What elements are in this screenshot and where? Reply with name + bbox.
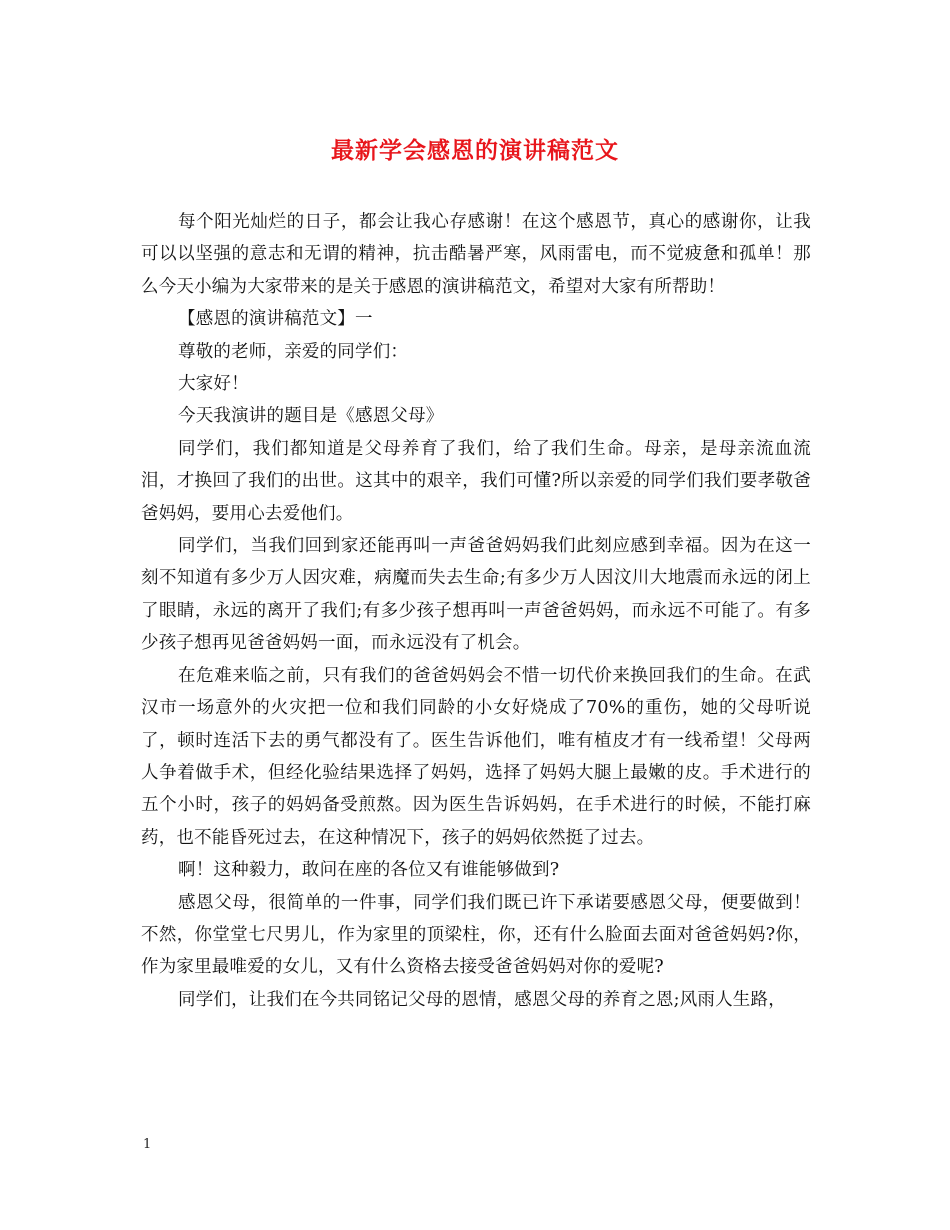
page-number: 1 <box>143 1137 152 1152</box>
paragraph-greeting: 大家好！ <box>178 374 249 395</box>
document-body <box>141 206 811 1016</box>
paragraph-intro: 每个阳光灿烂的日子，都会让我心存感谢！在这个感恩节，真心的感谢你，让我可以以坚强的意志和无谓的精神，抗击酷暑严寒，风雨雷电，而不觉疲惫和孤单！那么今天小编为大家带来的是关于感恩的演讲稿范文，希望对大家有所帮助！ <box>141 212 811 297</box>
paragraph-body-3: 在危难来临之前，只有我们的爸爸妈妈会不惜一切代价来换回我们的生命。在武汉市一场意外的火灾把一位和我们同龄的小女好烧成了70%的重伤，她的父母听说了，顿时连活下去的勇气都没有了。医生告诉他们，唯有植皮才有一线希望！父母两人争着做手术，但经化验结果选择了妈妈，选择了妈妈大腿上最嫩的皮。手术进行的五个小时，孩子的妈妈备受煎熬。因为医生告诉妈妈，在手术进行的时候，不能打麻药，也不能昏死过去，在这种情况下，孩子的妈妈依然挺了过去。 <box>141 665 811 848</box>
paragraph-salutation: 尊敬的老师，亲爱的同学们： <box>178 341 409 362</box>
paragraph-section-heading: 【感恩的演讲稿范文】一 <box>178 309 373 330</box>
paragraph-body-6: 同学们，让我们在今共同铭记父母的恩情，感恩父母的养育之恩;风雨人生路， <box>178 989 786 1010</box>
paragraph-topic: 今天我演讲的题目是《感恩父母》 <box>178 406 444 427</box>
paragraph-body-2: 同学们，当我们回到家还能再叫一声爸爸妈妈我们此刻应感到幸福。因为在这一刻不知道有多少万人因灾难，病魔而失去生命;有多少万人因汶川大地震而永远的闭上了眼睛，永远的离开了我们;有多少孩子想再叫一声爸爸妈妈，而永远不可能了。有多少孩子想再见爸爸妈妈一面，而永远没有了机会。 <box>141 536 811 654</box>
document-title: 最新学会感恩的演讲稿范文 <box>331 137 619 164</box>
paragraph-body-1: 同学们，我们都知道是父母养育了我们，给了我们生命。母亲，是母亲流血流泪，才换回了我们的出世。这其中的艰辛，我们可懂?所以亲爱的同学们我们要孝敬爸爸妈妈，要用心去爱他们。 <box>141 438 811 524</box>
paragraph-body-4: 啊！这种毅力，敢问在座的各位又有谁能够做到? <box>178 860 560 881</box>
paragraph-body-5: 感恩父母，很简单的一件事，同学们我们既已许下承诺要感恩父母，便要做到！不然，你堂堂七尺男儿，作为家里的顶梁柱，你，还有什么脸面去面对爸爸妈妈?你，作为家里最唯爱的女儿，又有什么资格去接受爸爸妈妈对你的爱呢? <box>141 892 811 978</box>
